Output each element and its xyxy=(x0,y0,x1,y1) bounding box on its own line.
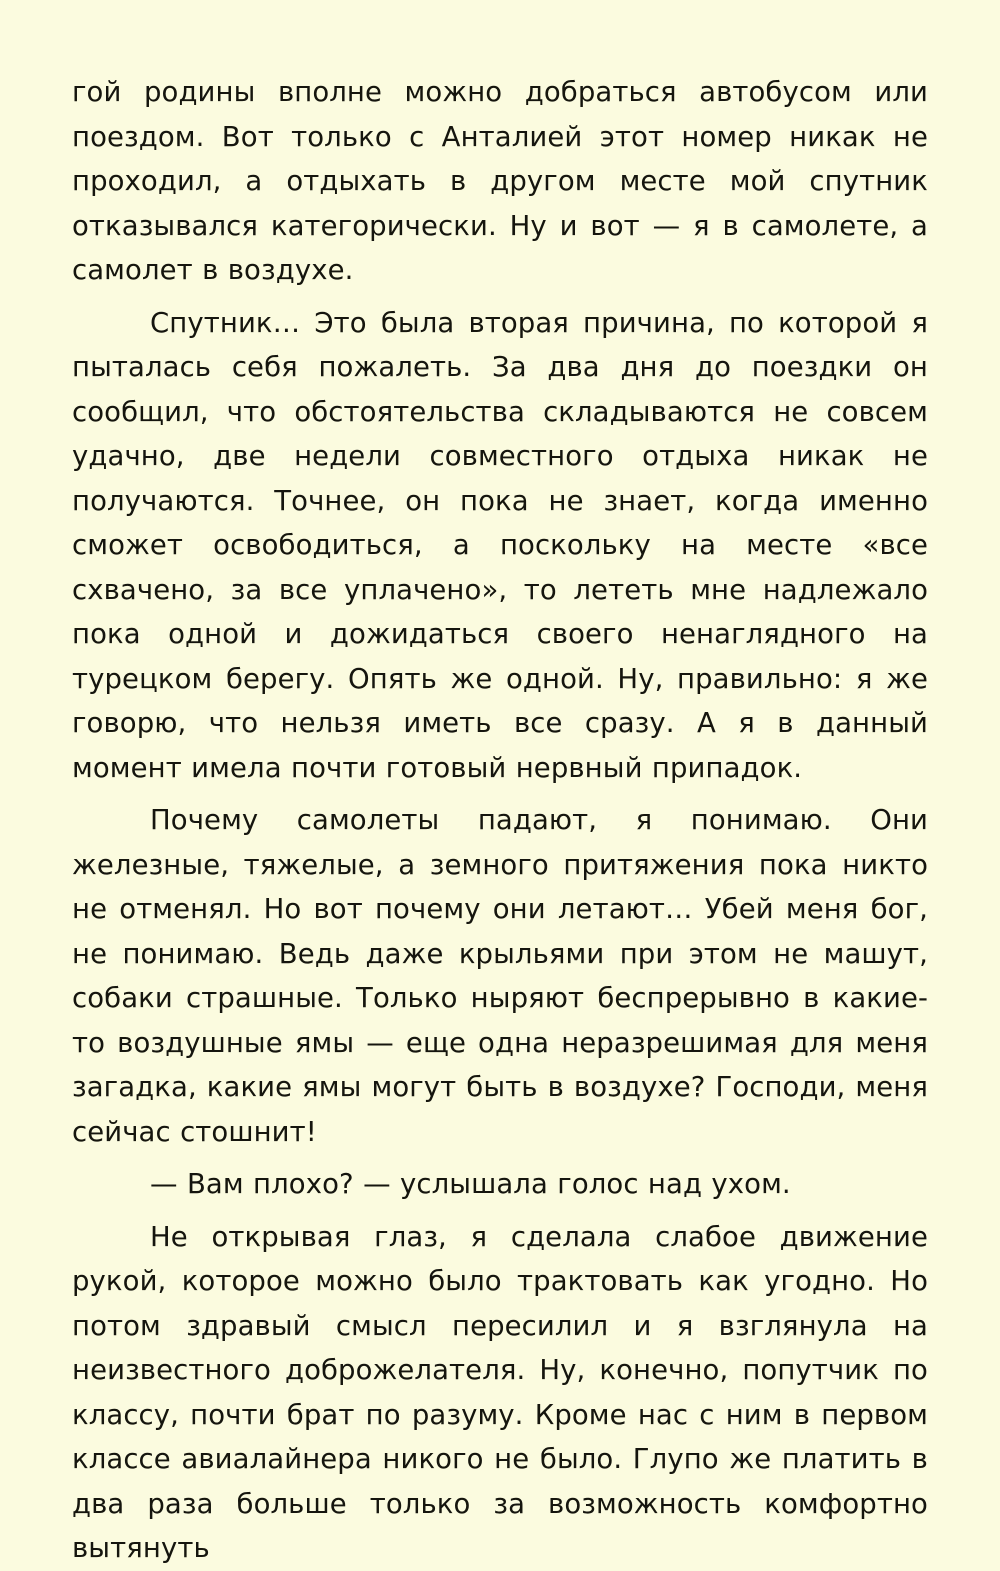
page-text-column xyxy=(72,70,928,1571)
paragraph-neotkryvaya: Не открывая глаз, я сделала слабое движение рукой, которое можно было трактовать как угодно. Но потом здравый смысл пересилил и я взглянула на неизвестного доброжелателя. Ну, конечно, попутчик по классу, почти брат по разуму. Кроме нас с ним в первом классе авиалайнера никого не было. Глупо же платить в два раза больше только за возможность комфортно вытянуть xyxy=(72,1220,928,1564)
paragraph-continued: гой родины вполне можно добраться автобусом или поездом. Вот только с Анталией этот номер никак не проходил, а отдыхать в другом месте мой спутник отказывался категорически. Ну и вот — я в самолете, а самолет в воздухе. xyxy=(72,76,928,286)
paragraph-sputnik: Спутник… Это была вторая причина, по которой я пыталась себя пожалеть. За два дня до поездки он сообщил, что обстоятельства складываются не совсем удачно, две недели совместного отдыха никак не получаются. Точнее, он пока не знает, когда именно сможет освободиться, а поскольку на месте «все схвачено, за все уплачено», то лететь мне надлежало пока одной и дожидаться своего ненаглядного на турецком берегу. Опять же одной. Ну, правильно: я же говорю, что нельзя иметь все сразу. А я в данный момент имела почти готовый нервный припадок. xyxy=(72,306,928,784)
paragraph-dialogue: — Вам плохо? — услышала голос над ухом. xyxy=(150,1168,791,1200)
paragraph-samolety: Почему самолеты падают, я понимаю. Они железные, тяжелые, а земного притяжения пока никто не отменял. Но вот почему они летают… Убей меня бог, не понимаю. Ведь даже крыльями при этом не машут, собаки страшные. Только ныряют беспрерывно в какие-то воздушные ямы — еще одна неразрешимая для меня загадка, какие ямы могут быть в воздухе? Господи, меня сейчас стошнит! xyxy=(72,804,928,1148)
